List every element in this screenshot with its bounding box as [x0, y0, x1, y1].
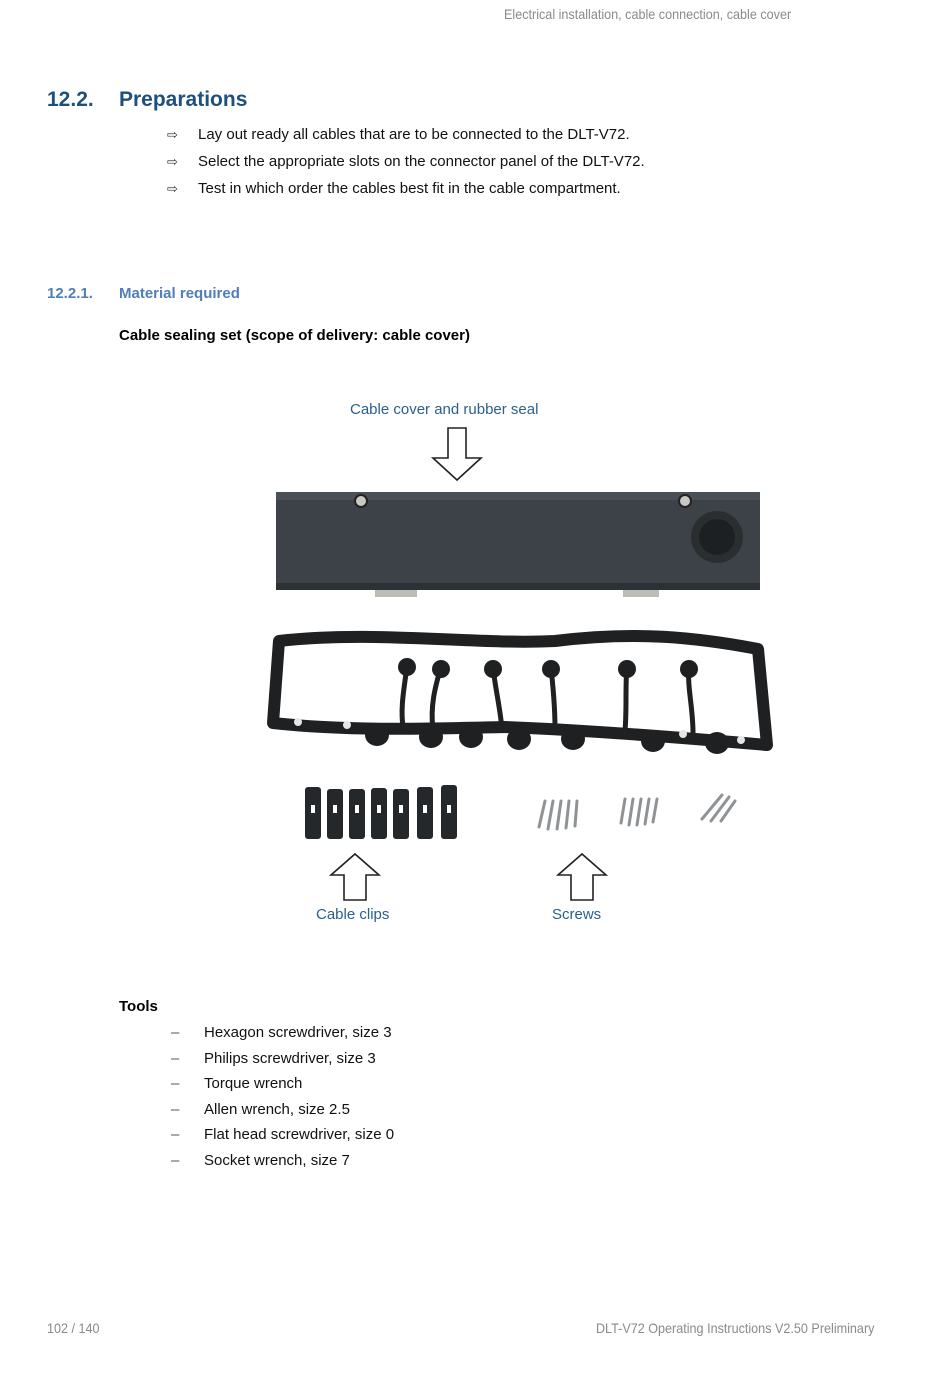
caption-cover: Cable cover and rubber seal [350, 401, 539, 418]
preparation-steps [167, 126, 645, 207]
arrow-right-icon: ⇨ [167, 154, 178, 169]
list-item [167, 180, 645, 207]
subsection-number: 12.2.1. [47, 285, 93, 302]
step-text: Lay out ready all cables that are to be connected to the DLT-V72. [198, 126, 630, 143]
dash-icon: – [171, 1049, 180, 1067]
tool-text: Flat head screwdriver, size 0 [204, 1126, 395, 1144]
subsection-title: Material required [119, 285, 240, 302]
list-item [171, 1152, 394, 1178]
tool-text: Philips screwdriver, size 3 [204, 1049, 376, 1067]
set-heading: Cable sealing set (scope of delivery: cable cover) [119, 327, 470, 344]
tools-list [171, 1024, 394, 1178]
cable-clips [305, 785, 457, 839]
caption-clips: Cable clips [316, 906, 390, 923]
step-text: Select the appropriate slots on the connector panel of the DLT-V72. [198, 153, 645, 170]
dash-icon: – [171, 1075, 180, 1093]
list-item [171, 1101, 394, 1127]
list-item [167, 126, 645, 153]
list-item [171, 1024, 394, 1050]
dash-icon: – [171, 1126, 180, 1144]
section-title: Preparations [119, 88, 248, 111]
tools-heading: Tools [119, 998, 158, 1015]
running-header: Electrical installation, cable connection, cable cover [504, 6, 792, 22]
dash-icon: – [171, 1151, 180, 1169]
tool-text: Torque wrench [204, 1075, 303, 1093]
dash-icon: – [171, 1024, 180, 1041]
list-item [171, 1050, 394, 1076]
arrow-right-icon: ⇨ [167, 181, 178, 196]
list-item [171, 1126, 394, 1152]
screws [539, 795, 735, 829]
tool-text: Hexagon screwdriver, size 3 [204, 1024, 392, 1041]
tool-text: Socket wrench, size 7 [204, 1151, 350, 1169]
step-text: Test in which order the cables best fit in the cable compartment. [198, 180, 621, 197]
arrow-right-icon: ⇨ [167, 127, 178, 142]
list-item [171, 1075, 394, 1101]
list-item [167, 153, 645, 180]
page-number: 102 / 140 [47, 1320, 100, 1336]
caption-screws: Screws [552, 906, 602, 923]
rubber-seal [273, 636, 767, 754]
document-title: DLT-V72 Operating Instructions V2.50 Preliminary [595, 1320, 874, 1336]
cable-cover [276, 492, 760, 597]
dash-icon: – [171, 1100, 180, 1118]
arrow-up-icon [558, 854, 606, 900]
arrow-up-icon [331, 854, 379, 900]
tool-text: Allen wrench, size 2.5 [204, 1100, 350, 1118]
cable-sealing-set-photo [255, 425, 795, 905]
section-number: 12.2. [47, 88, 94, 111]
arrow-down-icon [433, 428, 481, 480]
